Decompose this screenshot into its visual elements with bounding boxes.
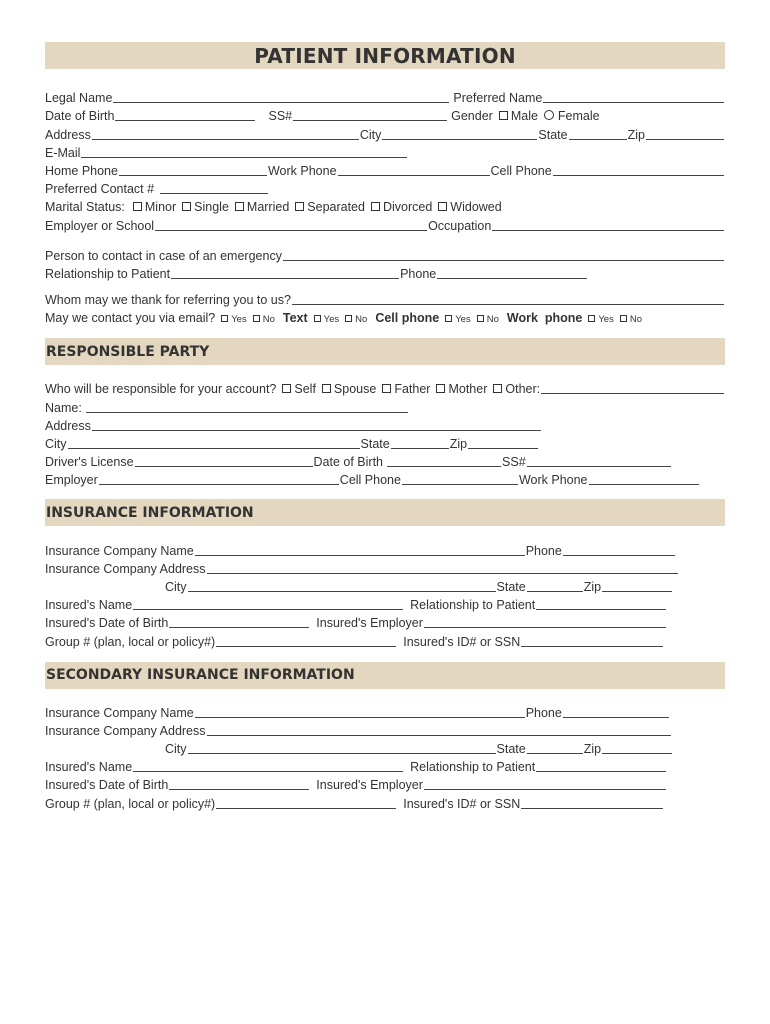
row-sec-city — [45, 738, 725, 756]
resp-other-field[interactable] — [541, 380, 724, 394]
resp-work-phone-field[interactable] — [589, 471, 699, 485]
ins-id-field[interactable] — [521, 633, 663, 647]
sec-relationship-field[interactable] — [536, 758, 666, 772]
row-relationship — [45, 263, 725, 281]
ins-group-label: Group # (plan, local or policy#) — [45, 634, 216, 649]
option-label: Married — [246, 200, 290, 215]
yes-label: Yes — [323, 314, 340, 326]
sec-id-field[interactable] — [521, 795, 663, 809]
row-contact-prefs — [45, 307, 725, 325]
city-label: City — [359, 127, 382, 142]
preferred-name-field[interactable] — [543, 89, 724, 103]
resp-other-option[interactable] — [493, 382, 540, 396]
insurance-bar — [45, 499, 725, 526]
emergency-contact-field[interactable] — [283, 247, 724, 261]
secondary-insurance-header: SECONDARY INSURANCE INFORMATION — [46, 667, 355, 683]
marital-married-option[interactable] — [235, 200, 289, 214]
work-no-option[interactable] — [620, 314, 642, 325]
checkbox-icon[interactable] — [382, 384, 391, 393]
option-label: Minor — [144, 200, 177, 215]
row-responsible-who — [45, 378, 725, 396]
sec-city-label: City — [165, 742, 187, 757]
sec-state-field[interactable] — [527, 740, 583, 754]
resp-employer-field[interactable] — [99, 471, 339, 485]
resp-state-label: State — [360, 437, 390, 451]
contact-email-label: May we contact you via email? — [45, 311, 216, 326]
ss-label: SS# — [268, 109, 293, 124]
sec-relationship-label: Relationship to Patient — [410, 760, 536, 775]
sec-insured-name-label: Insured's Name — [45, 760, 133, 775]
ins-id-label: Insured's ID# or SSN — [403, 634, 521, 649]
resp-ss-field[interactable] — [527, 453, 671, 467]
ins-employer-label: Insured's Employer — [316, 616, 423, 631]
ins-state-label: State — [496, 579, 526, 594]
row-ins-city — [45, 576, 725, 594]
sec-company-field[interactable] — [195, 704, 525, 718]
resp-address-label: Address — [45, 418, 91, 433]
dob-field[interactable] — [115, 107, 255, 121]
state-label: State — [538, 127, 568, 142]
marital-single-option[interactable] — [182, 200, 229, 214]
ins-state-field[interactable] — [527, 578, 583, 592]
checkbox-icon[interactable] — [436, 384, 445, 393]
checkbox-icon[interactable] — [445, 315, 452, 322]
resp-zip-label: Zip — [449, 437, 468, 451]
ins-zip-field[interactable] — [602, 578, 672, 592]
emergency-contact-label: Person to contact in case of an emergency — [45, 248, 282, 263]
responsible-party-header: RESPONSIBLE PARTY — [46, 343, 210, 360]
resp-work-phone-label: Work Phone — [518, 473, 588, 488]
sec-id-label: Insured's ID# or SSN — [403, 796, 521, 811]
home-phone-field[interactable] — [119, 162, 267, 176]
yes-label: Yes — [598, 314, 614, 326]
referral-label: Whom may we thank for referring you to us? — [45, 293, 291, 308]
resp-state-field[interactable] — [391, 435, 449, 449]
responsible-party-bar — [45, 338, 725, 365]
ss-field[interactable] — [293, 107, 447, 121]
sec-dob-label: Insured's Date of Birth — [45, 778, 169, 793]
cell-no-option[interactable] — [477, 314, 499, 325]
referral-field[interactable] — [292, 291, 724, 305]
option-label: Self — [294, 382, 316, 397]
address-label: Address — [45, 127, 91, 142]
ins-phone-label: Phone — [525, 543, 562, 558]
checkbox-icon[interactable] — [493, 384, 502, 393]
row-resp-employer — [45, 469, 725, 487]
row-resp-city — [45, 433, 725, 451]
page-title: PATIENT INFORMATION — [254, 43, 516, 68]
marital-divorced-option[interactable] — [371, 200, 432, 214]
checkbox-icon[interactable] — [499, 111, 508, 120]
row-resp-address — [45, 415, 725, 433]
resp-mother-option[interactable] — [436, 382, 487, 396]
sec-phone-label: Phone — [525, 705, 562, 720]
option-label: Other: — [505, 382, 541, 397]
row-sec-insured-name — [45, 756, 725, 774]
female-label: Female — [557, 109, 600, 124]
option-label: Divorced — [382, 200, 433, 215]
ins-city-field[interactable] — [188, 578, 496, 592]
drivers-license-field[interactable] — [135, 453, 313, 467]
resp-name-label: Name: — [45, 400, 82, 415]
preferred-contact-field[interactable] — [160, 180, 268, 194]
drivers-license-label: Driver's License — [45, 455, 134, 470]
cell-phone-field[interactable] — [553, 162, 724, 176]
radio-icon[interactable] — [544, 110, 554, 120]
row-ins-address — [45, 558, 725, 576]
patient-form — [45, 42, 725, 811]
checkbox-icon[interactable] — [282, 384, 291, 393]
option-label: Single — [194, 200, 229, 215]
no-label: No — [486, 314, 499, 326]
option-label: Widowed — [450, 200, 502, 215]
phone-label: Phone — [400, 266, 437, 281]
row-emergency — [45, 245, 725, 263]
ins-phone-field[interactable] — [563, 542, 675, 556]
row-ins-dob — [45, 612, 725, 630]
relationship-field[interactable] — [171, 265, 399, 279]
sec-address-label: Insurance Company Address — [45, 723, 206, 738]
resp-ss-label: SS# — [502, 455, 526, 470]
row-preferred-contact — [45, 178, 725, 196]
sec-company-label: Insurance Company Name — [45, 705, 194, 720]
yes-label: Yes — [455, 314, 471, 326]
checkbox-icon[interactable] — [371, 202, 380, 211]
checkbox-icon[interactable] — [295, 202, 304, 211]
checkbox-icon[interactable] — [588, 315, 595, 322]
legal-name-field[interactable] — [113, 89, 449, 103]
sec-insured-name-field[interactable] — [133, 758, 403, 772]
responsible-who-label: Who will be responsible for your account? — [45, 382, 277, 397]
text-label: Text — [282, 311, 308, 326]
secondary-insurance-bar — [45, 662, 725, 689]
option-label: Separated — [307, 200, 365, 215]
row-sec-dob — [45, 774, 725, 792]
text-yes-option[interactable] — [314, 314, 340, 325]
row-sec-group — [45, 792, 725, 810]
insurance-header: INSURANCE INFORMATION — [46, 504, 254, 521]
preferred-name-label: Preferred Name — [453, 91, 543, 106]
gender-label: Gender — [451, 109, 493, 124]
gender-female-option[interactable] — [544, 109, 600, 123]
option-label: Mother — [448, 382, 488, 397]
checkbox-icon[interactable] — [620, 315, 627, 322]
checkbox-icon[interactable] — [253, 315, 260, 322]
row-ins-insured-name — [45, 594, 725, 612]
resp-spouse-option[interactable] — [322, 382, 376, 396]
marital-minor-option[interactable] — [133, 200, 176, 214]
sec-zip-field[interactable] — [602, 740, 672, 754]
cell-yes-option[interactable] — [445, 314, 471, 325]
row-ins-group — [45, 630, 725, 648]
sec-group-label: Group # (plan, local or policy#) — [45, 796, 216, 811]
row-resp-license — [45, 451, 725, 469]
sec-phone-field[interactable] — [563, 704, 669, 718]
ins-dob-label: Insured's Date of Birth — [45, 616, 169, 631]
no-label: No — [629, 314, 642, 326]
home-phone-label: Home Phone — [45, 163, 118, 178]
sec-employer-label: Insured's Employer — [316, 778, 423, 793]
row-resp-name — [45, 396, 725, 414]
resp-employer-label: Employer — [45, 473, 98, 488]
preferred-contact-label: Preferred Contact # — [45, 182, 155, 197]
yes-label: Yes — [231, 314, 247, 326]
no-label: No — [355, 314, 368, 326]
state-field[interactable] — [569, 126, 627, 140]
legal-name-label: Legal Name — [45, 91, 113, 106]
occupation-label: Occupation — [428, 218, 492, 233]
checkbox-icon[interactable] — [221, 315, 228, 322]
relationship-label: Relationship to Patient — [45, 266, 171, 281]
emergency-phone-field[interactable] — [437, 265, 587, 279]
resp-zip-field[interactable] — [468, 435, 538, 449]
employer-school-label: Employer or School — [45, 218, 155, 233]
sec-dob-field[interactable] — [169, 776, 309, 790]
checkbox-icon[interactable] — [477, 315, 484, 322]
resp-father-option[interactable] — [382, 382, 430, 396]
row-address — [45, 123, 725, 141]
email-yes-option[interactable] — [221, 314, 247, 325]
ins-city-label: City — [165, 579, 187, 594]
cell-phone-contact-label: Cell phone — [375, 311, 440, 326]
address-field[interactable] — [92, 126, 359, 140]
email-label: E-Mail — [45, 145, 81, 160]
checkbox-icon[interactable] — [322, 384, 331, 393]
dob-label: Date of Birth — [45, 109, 115, 124]
option-label: Father — [394, 382, 431, 397]
checkbox-icon[interactable] — [345, 315, 352, 322]
checkbox-icon[interactable] — [133, 202, 142, 211]
city-field[interactable] — [382, 126, 537, 140]
sec-group-field[interactable] — [216, 795, 396, 809]
sec-employer-field[interactable] — [424, 776, 666, 790]
marital-status-label: Marital Status: — [45, 200, 125, 215]
resp-cell-phone-label: Cell Phone — [339, 473, 401, 488]
employer-school-field[interactable] — [155, 217, 427, 231]
email-no-option[interactable] — [253, 314, 275, 325]
marital-separated-option[interactable] — [295, 200, 365, 214]
checkbox-icon[interactable] — [235, 202, 244, 211]
ins-zip-label: Zip — [583, 579, 602, 594]
work-phone-contact-label: Work phone — [506, 311, 583, 326]
checkbox-icon[interactable] — [314, 315, 321, 322]
zip-label: Zip — [627, 127, 645, 142]
sec-address-field[interactable] — [207, 722, 671, 736]
gender-male-option[interactable] — [499, 109, 538, 123]
row-employer — [45, 214, 725, 232]
resp-address-field[interactable] — [92, 417, 541, 431]
checkbox-icon[interactable] — [438, 202, 447, 211]
resp-name-field[interactable] — [86, 399, 408, 413]
row-legal-name — [45, 87, 725, 105]
cell-phone-label: Cell Phone — [490, 163, 552, 178]
ins-dob-field[interactable] — [169, 614, 309, 628]
email-field[interactable] — [81, 144, 407, 158]
row-sec-address — [45, 720, 725, 738]
ins-address-field[interactable] — [207, 560, 678, 574]
occupation-field[interactable] — [492, 217, 724, 231]
work-phone-field[interactable] — [338, 162, 490, 176]
resp-city-label: City — [45, 437, 67, 451]
ins-company-label: Insurance Company Name — [45, 543, 194, 558]
row-email — [45, 142, 725, 160]
sec-state-label: State — [496, 742, 526, 757]
text-no-option[interactable] — [345, 314, 367, 325]
row-referral — [45, 289, 725, 307]
row-marital — [45, 196, 725, 214]
male-label: Male — [510, 109, 538, 124]
work-yes-option[interactable] — [588, 314, 614, 325]
ins-company-field[interactable] — [195, 542, 525, 556]
ins-insured-name-field[interactable] — [133, 596, 403, 610]
ins-insured-name-label: Insured's Name — [45, 598, 133, 613]
row-phones — [45, 160, 725, 178]
ins-relationship-field[interactable] — [536, 596, 666, 610]
resp-dob-field[interactable] — [387, 453, 501, 467]
row-dob — [45, 105, 725, 123]
no-label: No — [262, 314, 275, 326]
resp-cell-phone-field[interactable] — [402, 471, 518, 485]
resp-dob-label: Date of Birth — [313, 455, 384, 470]
work-phone-label: Work Phone — [267, 163, 337, 178]
title-bar — [45, 42, 725, 69]
zip-field[interactable] — [646, 126, 724, 140]
ins-relationship-label: Relationship to Patient — [410, 598, 536, 613]
marital-widowed-option[interactable] — [438, 200, 501, 214]
row-sec-company — [45, 702, 725, 720]
option-label: Spouse — [333, 382, 377, 397]
ins-employer-field[interactable] — [424, 614, 666, 628]
resp-city-field[interactable] — [68, 435, 360, 449]
ins-address-label: Insurance Company Address — [45, 561, 206, 576]
row-ins-company — [45, 539, 725, 557]
sec-city-field[interactable] — [188, 740, 496, 754]
ins-group-field[interactable] — [216, 633, 396, 647]
resp-self-option[interactable] — [282, 382, 316, 396]
checkbox-icon[interactable] — [182, 202, 191, 211]
sec-zip-label: Zip — [583, 742, 602, 757]
